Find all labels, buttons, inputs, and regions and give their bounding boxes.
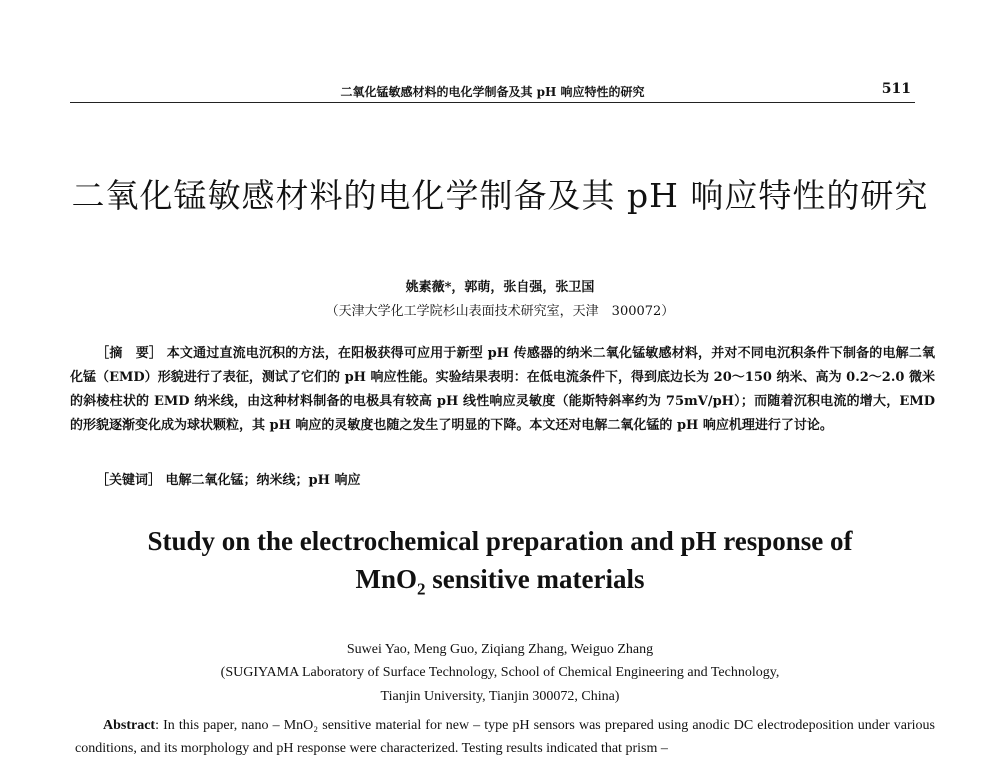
english-title-subscript: 2 bbox=[417, 579, 426, 599]
chinese-keywords-text: 电解二氧化锰；纳米线；pH 响应 bbox=[165, 473, 361, 488]
english-affiliation-line1: (SUGIYAMA Laboratory of Surface Technology, School of Chemical Engineering and Technology, bbox=[220, 665, 780, 680]
english-title bbox=[60, 522, 940, 608]
page-number: 511 bbox=[881, 81, 911, 97]
english-abstract-text: : In this paper, nano – MnO₂ sensitive material for new – type pH sensors was prepared using anodic DC electrodeposition under various conditions, and its morphology and pH response were characterized. Testing results indicated that prism – bbox=[75, 718, 935, 756]
chinese-abstract bbox=[70, 342, 935, 438]
english-affiliation-line2: Tianjin University, Tianjin 300072, China) bbox=[380, 689, 620, 704]
english-title-line1: Study on the electrochemical preparation and pH response of bbox=[147, 526, 853, 556]
chinese-keywords-label: ［关键词］ bbox=[96, 473, 162, 488]
chinese-authors: 姚素薇*，郭萌，张自强，张卫国 bbox=[405, 280, 595, 295]
chinese-title: 二氧化锰敏感材料的电化学制备及其 pH 响应特性的研究 bbox=[71, 176, 929, 215]
chinese-affiliation: （天津大学化工学院杉山表面技术研究室，天津 300072） bbox=[325, 304, 675, 319]
chinese-abstract-text: 本文通过直流电沉积的方法，在阳极获得可应用于新型 pH 传感器的纳米二氧化锰敏感材料，并对不同电沉积条件下制备的电解二氧化锰（EMD）形貌进行了表征，测试了它们的 pH 响应性能。实验结果表明：在低电流条件下，得到底边长为 20～150 纳米、高为 0.2～2.0 微米的斜棱柱状的 EMD 纳米线，由这种材料制备的电极具有较高 pH 线性响应灵敏度（能斯特斜率约为 75mV/pH）；而随着沉积电流的增大，EMD 的形貌逐渐变化成为球状颗粒，其 pH 响应的灵敏度也随之发生了明显的下降。本文还对电解二氧化锰的 pH 响应机理进行了讨论。 bbox=[70, 346, 935, 433]
running-title: 二氧化锰敏感材料的电化学制备及其 pH 响应特性的研究 bbox=[340, 85, 645, 99]
chinese-keywords bbox=[96, 469, 360, 488]
english-authors: Suwei Yao, Meng Guo, Ziqiang Zhang, Weiguo Zhang bbox=[346, 642, 654, 657]
english-abstract-label: Abstract bbox=[103, 718, 156, 733]
running-header bbox=[70, 80, 915, 103]
chinese-abstract-label: ［摘 要］ bbox=[96, 346, 163, 361]
english-title-mno: MnO bbox=[355, 564, 418, 594]
english-title-rest: sensitive materials bbox=[425, 564, 645, 594]
english-title-line2 bbox=[60, 560, 940, 608]
english-abstract bbox=[75, 714, 935, 760]
